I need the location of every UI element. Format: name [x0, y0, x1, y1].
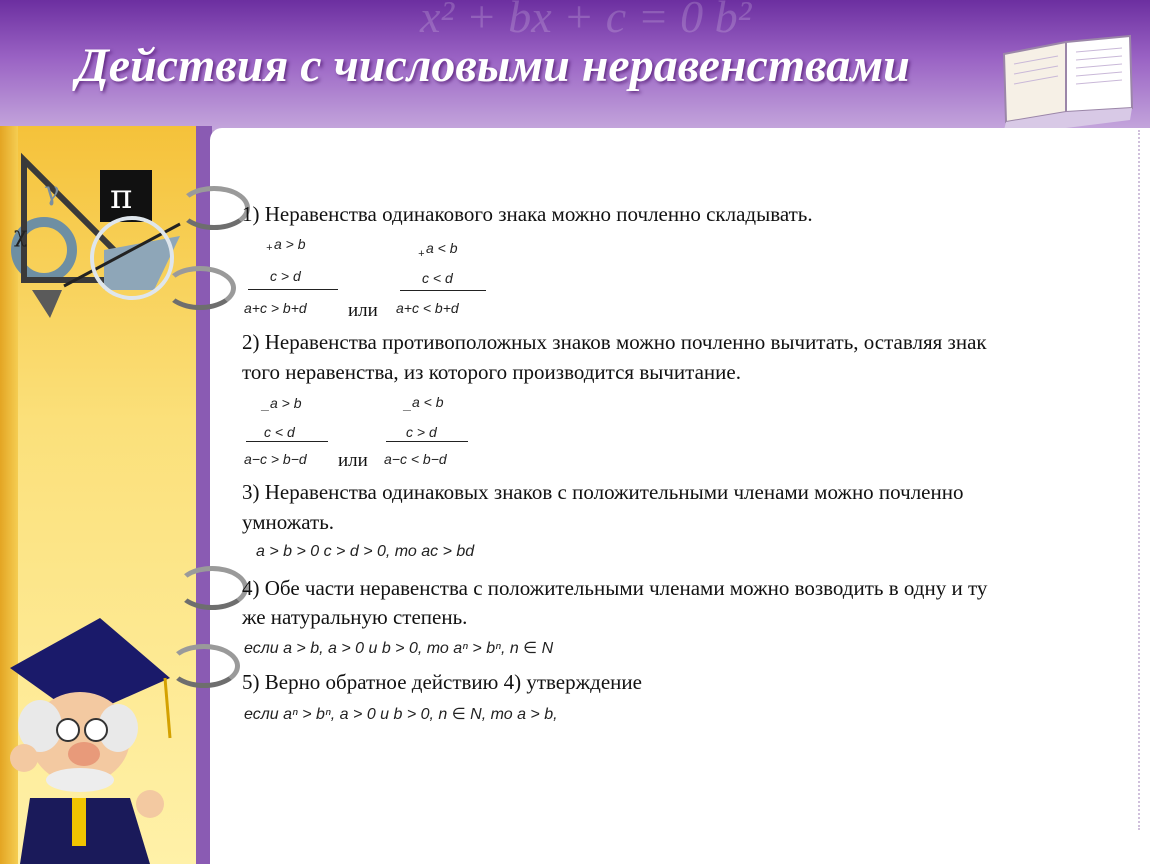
- binder-ring-3: [176, 566, 248, 610]
- rule-4-text: 4) Обе части неравенства с положительными членами можно возводить в одну и ту: [242, 576, 988, 600]
- add-left-op: +: [266, 242, 273, 254]
- svg-text:γ: γ: [44, 177, 60, 207]
- background-formula: x² + bx + c = 0 b²: [420, 0, 752, 42]
- add-left-line2: c > d: [270, 268, 301, 284]
- sub-left-line2: c < d: [264, 424, 295, 440]
- rule-1-text: 1) Неравенства одинакового знака можно почленно складывать.: [242, 202, 813, 226]
- sub-left-result: a−c > b−d: [244, 451, 307, 467]
- rule-4-text-cont: же натуральную степень.: [242, 605, 468, 629]
- add-left-rule: [248, 289, 338, 290]
- sub-right-rule: [386, 441, 468, 442]
- add-right-line1: a < b: [426, 240, 458, 256]
- sub-right-line2: c > d: [406, 424, 437, 440]
- binder-ring-1: [178, 186, 250, 230]
- slide-title: Действия с числовыми неравенствами: [76, 39, 910, 92]
- open-book-icon: [1000, 34, 1136, 130]
- sub-left-line1: a > b: [270, 395, 302, 411]
- power-formula: если a > b, a > 0 и b > 0, то aⁿ > bⁿ, n ∈ N: [244, 640, 554, 657]
- rule-2-text: 2) Неравенства противоположных знаков можно почленно вычитать, оставляя знак: [242, 330, 987, 354]
- rule-2-text-cont: того неравенства, из которого производится вычитание.: [242, 360, 741, 384]
- add-right-rule: [400, 290, 486, 291]
- sub-left-rule: [246, 441, 328, 442]
- svg-text:π: π: [110, 177, 133, 217]
- add-left-line1: a > b: [274, 236, 306, 252]
- add-right-line2: c < d: [422, 270, 453, 286]
- multiply-formula: a > b > 0 c > d > 0, то ac > bd: [256, 543, 475, 560]
- sub-right-line1: a < b: [412, 394, 444, 410]
- rule-3-text: 3) Неравенства одинаковых знаков с положительными членами можно почленно: [242, 480, 964, 504]
- sub-right-op: _: [404, 396, 412, 412]
- add-right-op: +: [418, 248, 425, 260]
- ili-1: или: [348, 300, 378, 321]
- sub-right-result: a−c < b−d: [384, 451, 447, 467]
- converse-formula: если aⁿ > bⁿ, a > 0 и b > 0, n ∈ N, то a > b,: [244, 706, 558, 723]
- rule-3-text-cont: умножать.: [242, 510, 335, 534]
- rule-5-text: 5) Верно обратное действию 4) утверждение: [242, 670, 642, 694]
- right-dotted-border: [1134, 130, 1140, 830]
- svg-text:χ: χ: [14, 223, 28, 248]
- add-left-result: a+c > b+d: [244, 300, 307, 316]
- add-right-result: a+c < b+d: [396, 300, 459, 316]
- ili-2: или: [338, 450, 368, 471]
- sub-left-op: _: [262, 396, 270, 412]
- binder-ring-2: [164, 266, 236, 310]
- binder-ring-4: [168, 644, 240, 688]
- professor-mascot-icon: [0, 608, 210, 864]
